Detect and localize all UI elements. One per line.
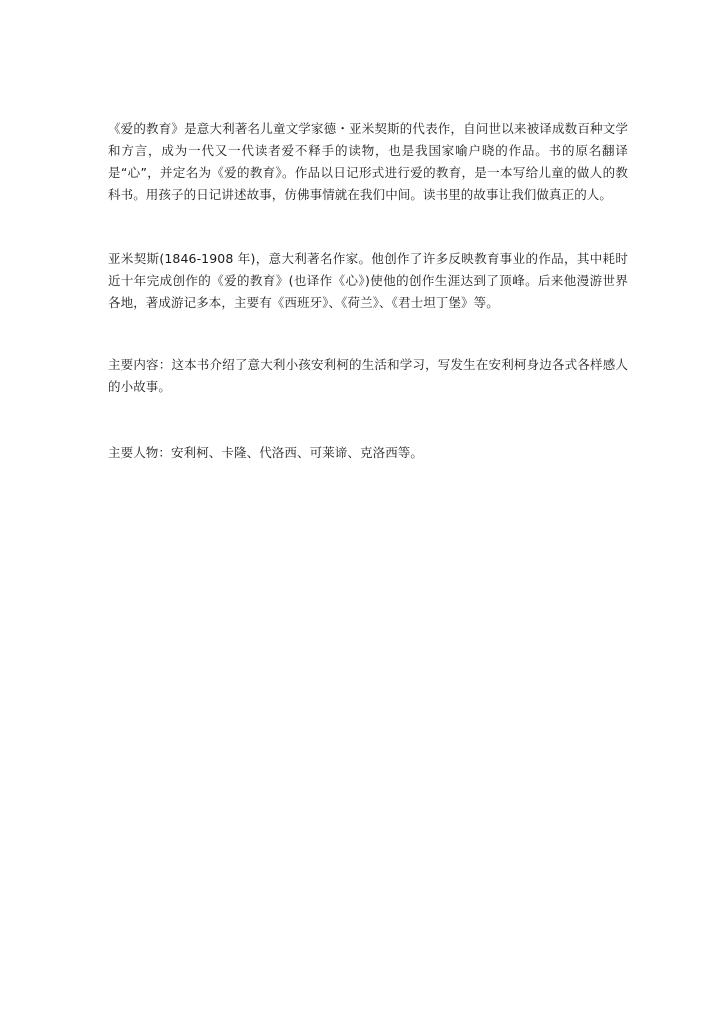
document-body <box>108 118 628 464</box>
paragraph-main-content: 主要内容：这本书介绍了意大利小孩安利柯的生活和学习，写发生在安利柯身边各式各样感人的小故事。 <box>108 357 628 394</box>
paragraph-main-characters: 主要人物：安利柯、卡隆、代洛西、可莱谛、克洛西等。 <box>108 445 424 460</box>
paragraph-author-bio: 亚米契斯(1846-1908 年)，意大利著名作家。他创作了许多反映教育事业的作品，其中耗时近十年完成创作的《爱的教育》(也译作《心》)使他的创作生涯达到了顶峰。后来他漫游世界各地，著成游记多本，主要有《西班牙》、《荷兰》、《君士坦丁堡》等。 <box>108 251 628 310</box>
paragraph-book-intro: 《爱的教育》是意大利著名儿童文学家德・亚米契斯的代表作，自问世以来被译成数百种文学和方言，成为一代又一代读者爱不释手的读物，也是我国家喻户晓的作品。书的原名翻译是“心”，并定名为《爱的教育》。作品以日记形式进行爱的教育，是一本写给儿童的做人的教科书。用孩子的日记讲述故事，仿佛事情就在我们中间。读书里的故事让我们做真正的人。 <box>108 121 628 202</box>
